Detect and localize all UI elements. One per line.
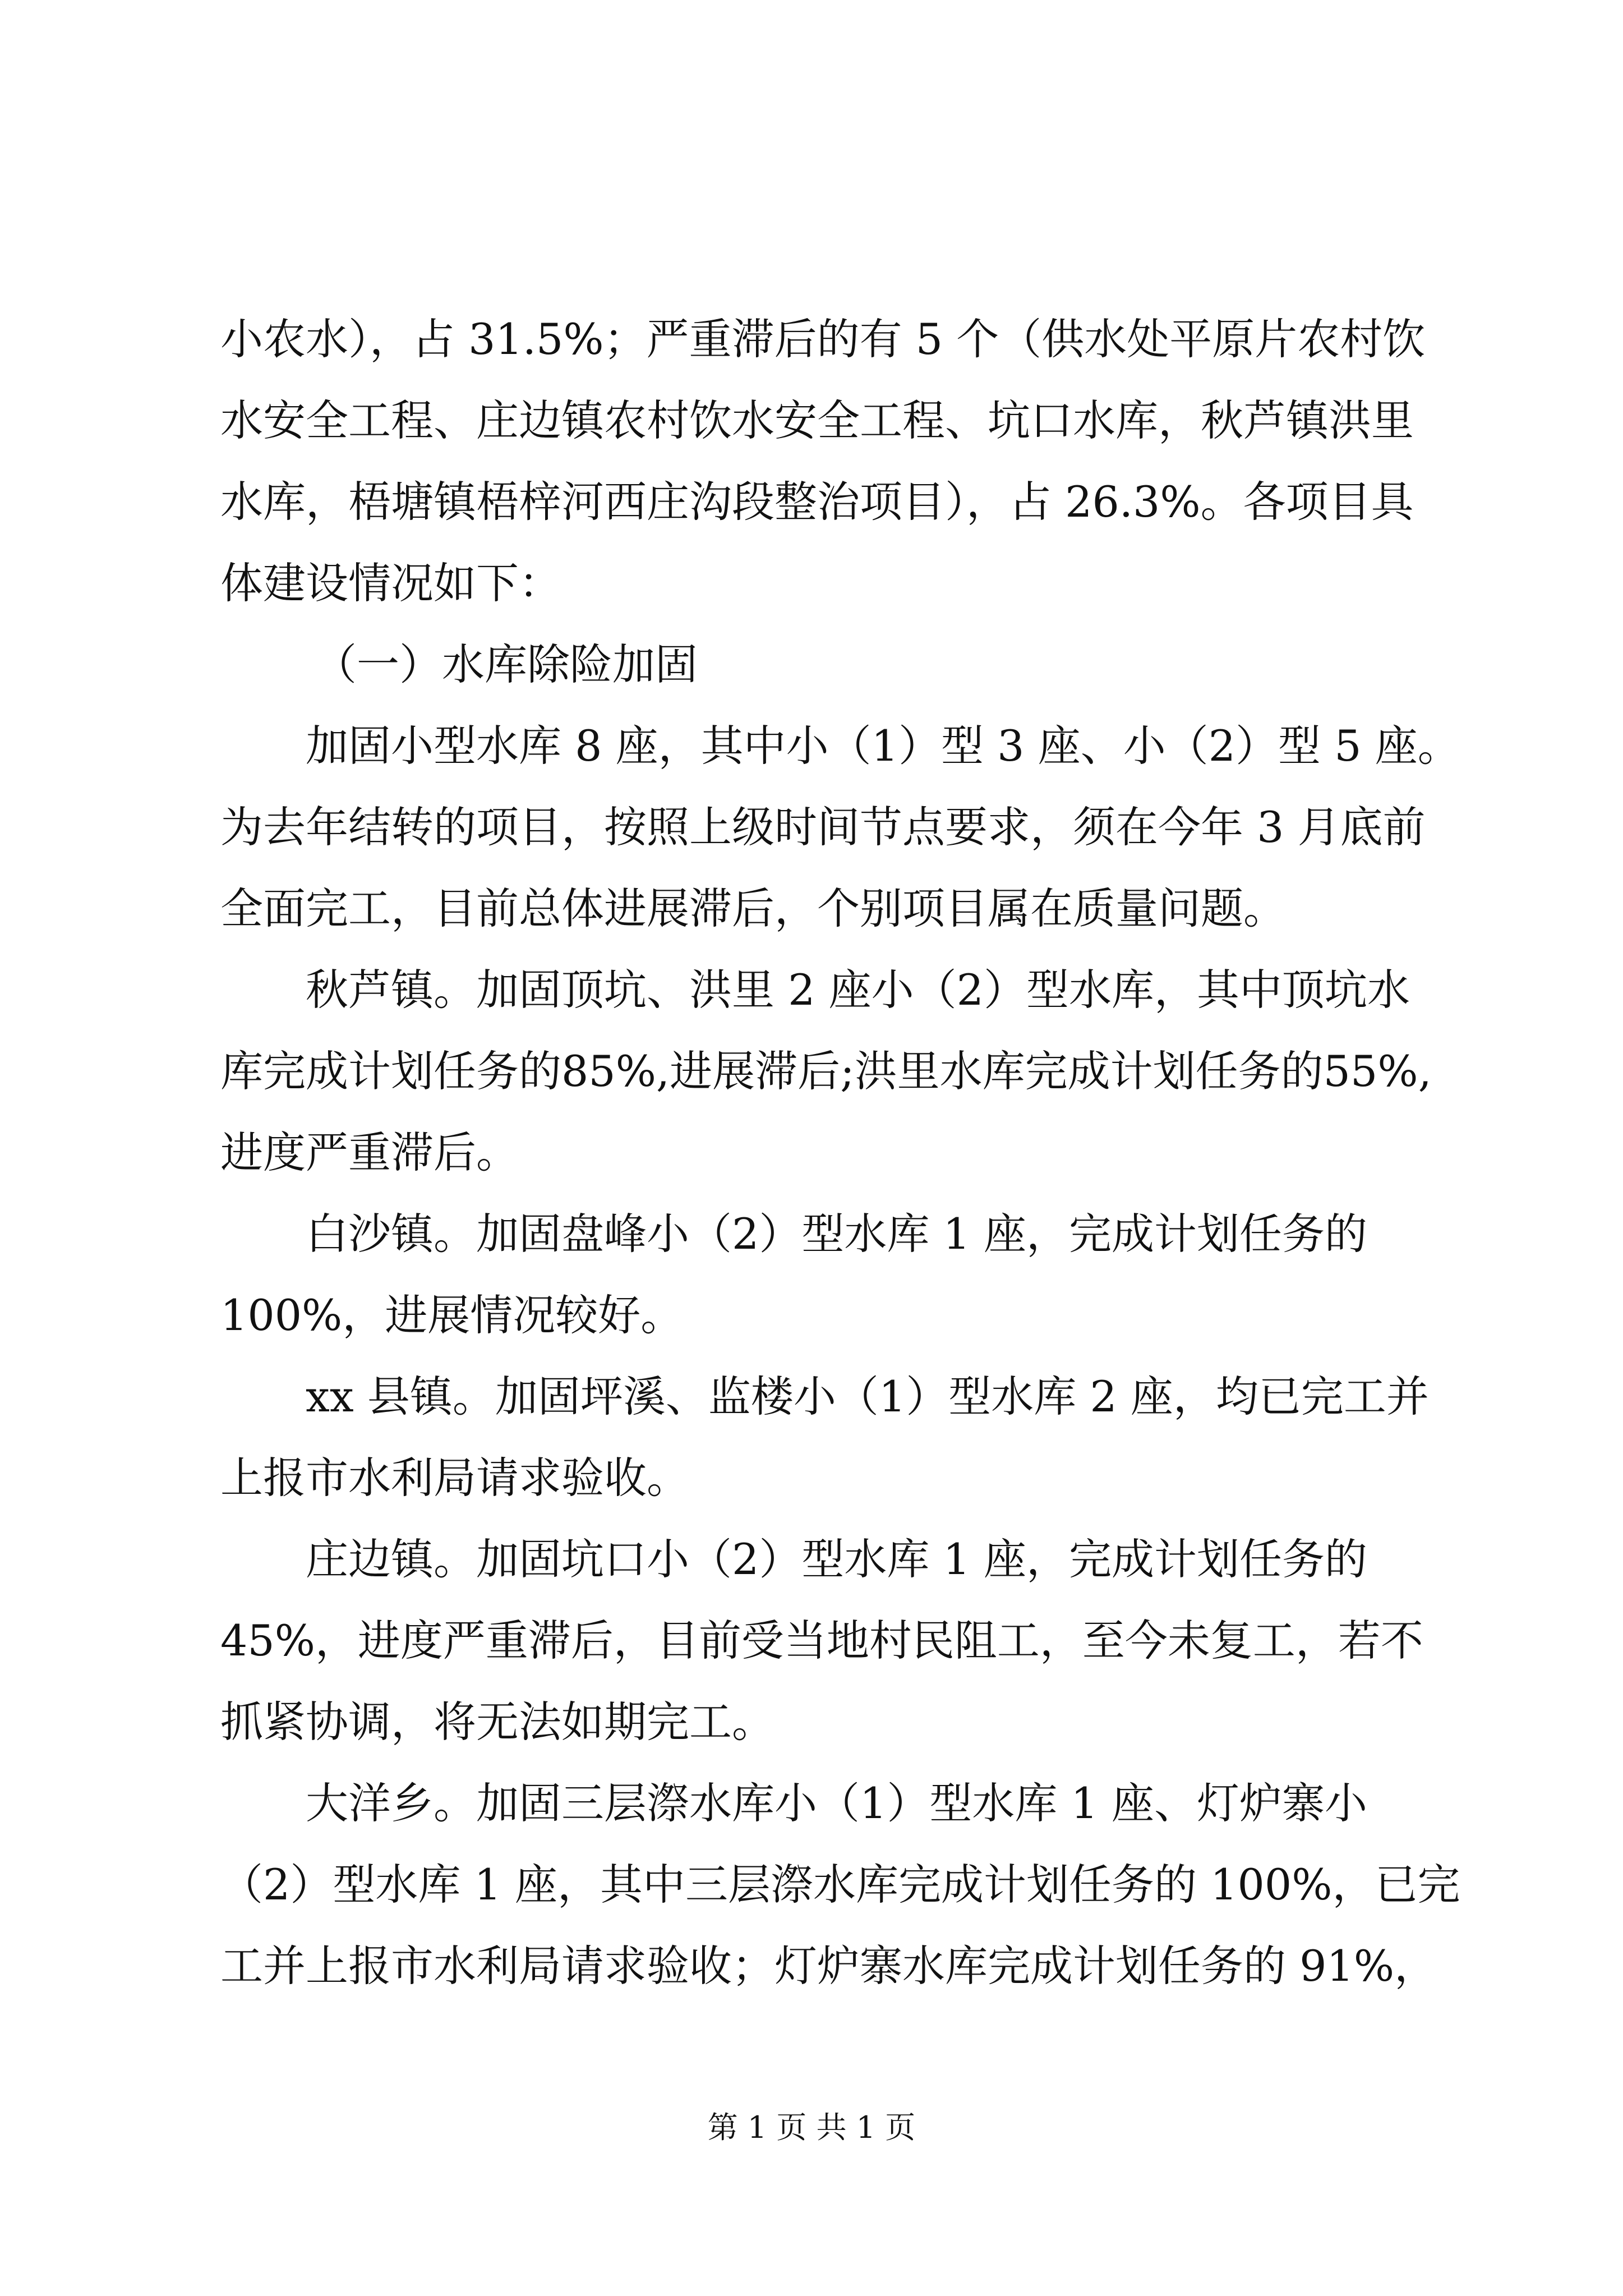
body-line-10: 库完成计划任务的85%,进展滞后;洪里水库完成计划任务的55%, — [220, 1046, 1432, 1096]
body-line-3: 水库，梧塘镇梧梓河西庄沟段整治项目），占 26.3%。各项目具 — [220, 477, 1414, 527]
body-line-11: 进度严重滞后。 — [220, 1128, 519, 1177]
body-line-7: 为去年结转的项目，按照上级时间节点要求，须在今年 3 月底前 — [220, 802, 1426, 852]
body-line-20: （2）型水库 1 座，其中三层漈水库完成计划任务的 100%，已完 — [220, 1860, 1460, 1910]
body-line-14: xx 县镇。加固坪溪、监楼小（1）型水库 2 座，均已完工并 — [306, 1372, 1429, 1421]
body-line-8: 全面完工，目前总体进展滞后，个别项目属在质量问题。 — [220, 884, 1286, 933]
section-heading: （一）水库除险加固 — [314, 639, 698, 689]
body-line-19: 大洋乡。加固三层漈水库小（1）型水库 1 座、灯炉寨小 — [306, 1778, 1368, 1828]
body-line-15: 上报市水利局请求验收。 — [220, 1453, 689, 1503]
body-line-2: 水安全工程、庄边镇农村饮水安全工程、坑口水库，秋芦镇洪里 — [220, 395, 1414, 445]
page-footer: 第 1 页 共 1 页 — [707, 2110, 916, 2145]
body-line-1: 小农水），占 31.5%；严重滞后的有 5 个（供水处平原片农村饮 — [220, 314, 1426, 364]
body-line-9: 秋芦镇。加固顶坑、洪里 2 座小（2）型水库，其中顶坑水 — [306, 965, 1410, 1015]
body-line-13: 100%，进展情况较好。 — [220, 1290, 684, 1340]
body-line-17: 45%，进度严重滞后，目前受当地村民阻工，至今未复工，若不 — [220, 1616, 1423, 1665]
body-line-18: 抓紧协调，将无法如期完工。 — [220, 1697, 774, 1747]
body-line-16: 庄边镇。加固坑口小（2）型水库 1 座，完成计划任务的 — [306, 1534, 1368, 1584]
body-line-12: 白沙镇。加固盘峰小（2）型水库 1 座，完成计划任务的 — [306, 1209, 1368, 1259]
body-line-4: 体建设情况如下： — [220, 558, 561, 608]
body-line-6: 加固小型水库 8 座，其中小（1）型 3 座、小（2）型 5 座。 — [306, 721, 1460, 771]
body-line-21: 工并上报市水利局请求验收；灯炉寨水库完成计划任务的 91%， — [220, 1941, 1437, 1991]
